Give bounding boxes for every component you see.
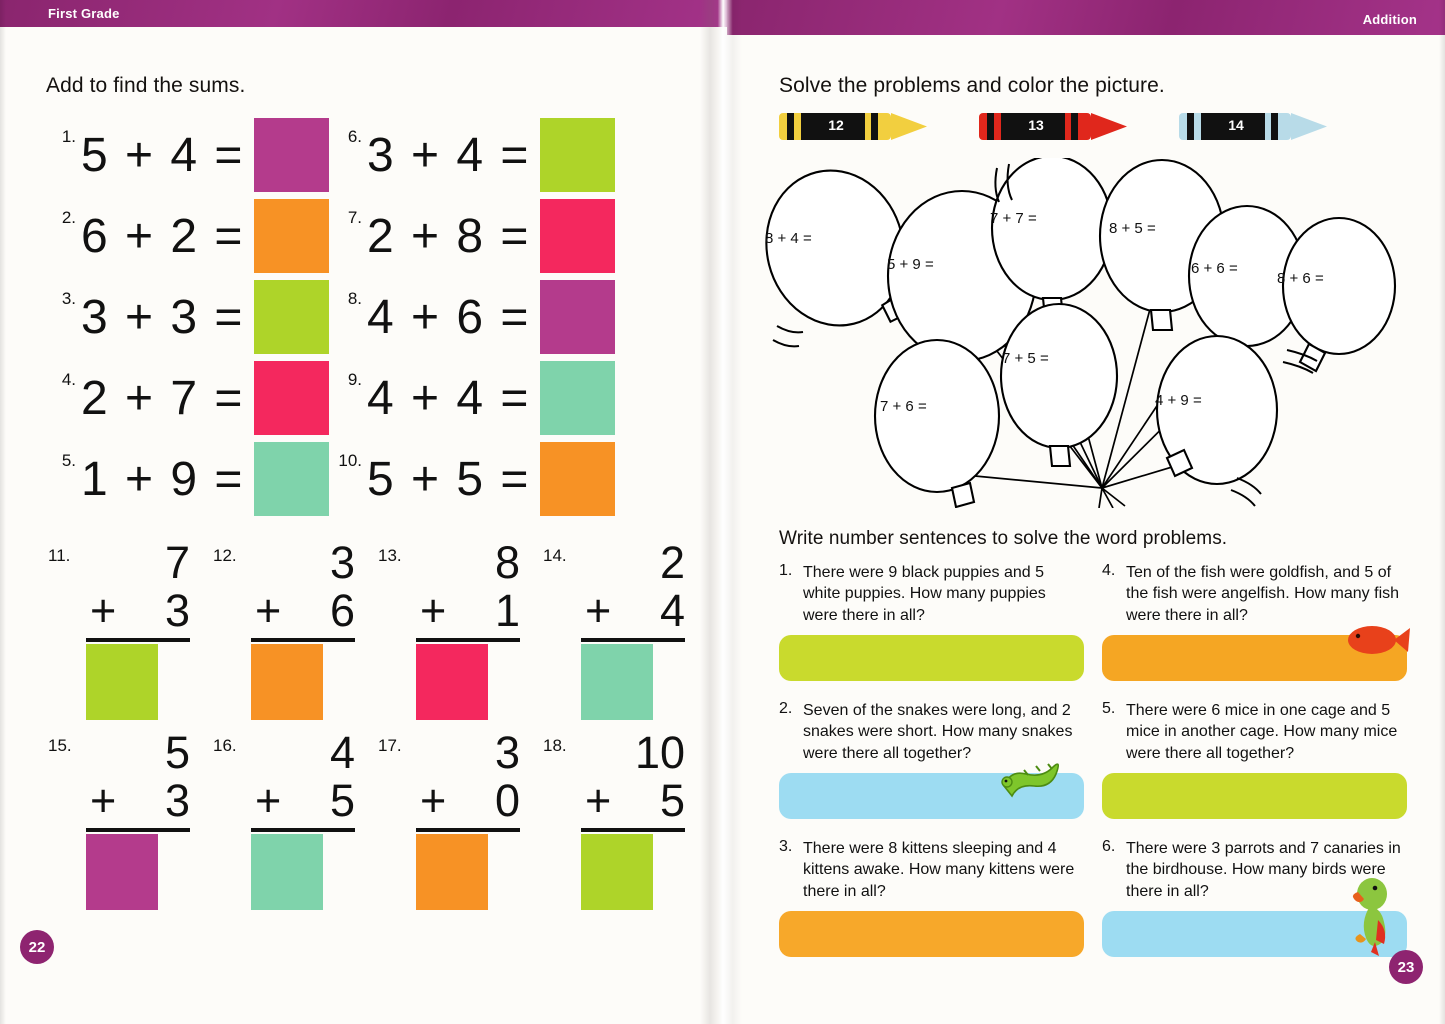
balloon-equation: 7 + 5 = [1002,350,1049,367]
left-page-number: 22 [20,930,54,964]
left-page-edge-shadow [0,0,6,1024]
header-topic-label: Addition [1362,12,1417,27]
top-addend: 7 [164,537,190,588]
word-problem-text: Seven of the snakes were long, and 2 snakes were short. How many snakes were there all together? [803,702,1073,762]
problem-number: 15. [48,736,72,755]
sum-rule-line [416,638,520,642]
problem-number: 17. [378,736,402,755]
right-page-number: 23 [1389,950,1423,984]
answer-color-swatch[interactable] [254,442,329,516]
addend-row [86,775,190,826]
word-problem-number: 3. [779,838,793,855]
answer-color-swatch[interactable] [416,644,488,720]
answer-color-swatch[interactable] [416,834,488,910]
answer-color-swatch[interactable] [540,280,615,354]
addition-stack [251,727,355,910]
word-problem-number: 6. [1102,838,1116,855]
problem-number: 2. [61,208,76,227]
answer-write-in-bar[interactable] [1102,773,1407,819]
word-problem-number: 4. [1102,562,1116,579]
addend-row [251,585,355,636]
sum-rule-line [86,638,190,642]
addend-row [251,775,355,826]
word-problem [1102,838,1407,957]
problem-number: 7. [347,208,362,227]
addition-stack [581,727,685,910]
bottom-addend: 6 [329,585,355,636]
problem-number: 5. [61,451,76,470]
problem-number: 18. [543,736,567,755]
problem-number: 9. [347,370,362,389]
top-addend: 2 [659,537,685,588]
word-problem-number: 1. [779,562,793,579]
bottom-addend: 5 [329,775,355,826]
crayon-number-label: 13 [1028,117,1044,133]
answer-color-swatch[interactable] [251,834,323,910]
balloon-equation: 5 + 9 = [887,256,934,273]
answer-color-swatch[interactable] [251,644,323,720]
balloon-equation: 7 + 7 = [990,210,1037,227]
balloon-equation: 4 + 9 = [1155,392,1202,409]
addend-row [416,775,520,826]
balloon-equation: 6 + 6 = [1191,260,1238,277]
sum-rule-line [581,638,685,642]
problem-equation: 5 + 4 = [81,128,245,182]
addition-stack [86,727,190,910]
answer-color-swatch[interactable] [581,644,653,720]
word-problem [1102,700,1407,819]
balloon-equation: 8 + 5 = [1109,220,1156,237]
horizontal-problem [46,280,329,354]
problem-equation: 4 + 4 = [367,371,531,425]
problem-equation: 4 + 6 = [367,290,531,344]
problem-number: 4. [61,370,76,389]
horizontal-problem [332,118,615,192]
balloon-equation: 7 + 6 = [880,398,927,415]
answer-color-swatch[interactable] [254,199,329,273]
bottom-addend: 0 [494,775,520,826]
sum-rule-line [86,828,190,832]
problem-number: 10. [338,451,362,470]
addend-row [86,585,190,636]
word-problem [779,562,1084,681]
word-problem-text: Ten of the fish were goldfish, and 5 of the fish were angelfish. How many fish were there in all? [1126,564,1400,624]
bottom-addend: 1 [494,585,520,636]
parrot-icon [1342,868,1400,965]
top-addend: 3 [329,537,355,588]
horizontal-problem [332,442,615,516]
answer-color-swatch[interactable] [540,199,615,273]
plus-operator: + [255,775,282,826]
word-problem-text: There were 6 mice in one cage and 5 mice in another cage. How many mice were there all together? [1126,702,1398,762]
top-addend: 8 [494,537,520,588]
left-instruction: Add to find the sums. [46,74,246,97]
problem-equation: 6 + 2 = [81,209,245,263]
problem-number: 11. [48,546,71,565]
plus-operator: + [420,775,447,826]
plus-operator: + [585,585,612,636]
red-crayon [979,110,1129,143]
word-problem-text: There were 3 parrots and 7 canaries in the birdhouse. How many birds were there in all? [1126,840,1401,900]
sum-rule-line [581,828,685,832]
answer-color-swatch[interactable] [254,280,329,354]
answer-color-swatch[interactable] [540,442,615,516]
problem-number: 16. [213,736,237,755]
addition-stack [416,727,520,910]
light-blue-crayon [1179,110,1329,143]
problem-equation: 3 + 3 = [81,290,245,344]
word-problems-instruction: Write number sentences to solve the word problems. [779,528,1228,549]
problem-equation: 3 + 4 = [367,128,531,182]
word-problem [779,700,1084,819]
bottom-addend: 5 [659,775,685,826]
word-problem [1102,562,1407,681]
problem-number: 13. [378,546,402,565]
addition-stack [86,537,190,720]
header-grade-label: First Grade [48,6,120,21]
word-problem [779,838,1084,957]
plus-operator: + [90,585,117,636]
sum-rule-line [416,828,520,832]
crayon-number-label: 12 [828,117,844,133]
sum-rule-line [251,828,355,832]
horizontal-problem [46,442,329,516]
problem-equation: 1 + 9 = [81,452,245,506]
word-problem-number: 5. [1102,700,1116,717]
addition-stack [581,537,685,720]
problem-equation: 5 + 5 = [367,452,531,506]
word-problem-text: There were 8 kittens sleeping and 4 kittens awake. How many kittens were there in all? [803,840,1075,900]
yellow-crayon [779,110,929,143]
left-page-header-bar [0,0,727,27]
answer-color-swatch[interactable] [86,834,158,910]
problem-equation: 2 + 8 = [367,209,531,263]
horizontal-problem [46,361,329,435]
plus-operator: + [90,775,117,826]
balloon-artwork [747,158,1427,508]
bottom-addend: 4 [659,585,685,636]
right-page [727,0,1445,1024]
balloon-bunch-illustration [747,158,1427,508]
balloon-equation: 8 + 4 = [765,230,812,247]
answer-write-in-bar[interactable] [779,911,1084,957]
plus-operator: + [255,585,282,636]
crayon-key [779,110,1379,150]
top-addend: 10 [634,727,685,778]
answer-color-swatch[interactable] [581,834,653,910]
addend-row [581,585,685,636]
addend-row [581,775,685,826]
answer-color-swatch[interactable] [254,118,329,192]
horizontal-problem [46,118,329,192]
addend-row [416,585,520,636]
answer-color-swatch[interactable] [86,644,158,720]
top-addend: 3 [494,727,520,778]
answer-color-swatch[interactable] [254,361,329,435]
problem-number: 8. [347,289,362,308]
answer-color-swatch[interactable] [540,118,615,192]
snake-icon [994,752,1064,805]
sum-rule-line [251,638,355,642]
problem-equation: 2 + 7 = [81,371,245,425]
answer-color-swatch[interactable] [540,361,615,435]
problem-number: 6. [347,127,362,146]
word-problem-number: 2. [779,700,793,717]
top-addend: 4 [329,727,355,778]
horizontal-problem [46,199,329,273]
color-picture-instruction: Solve the problems and color the picture. [779,74,1165,97]
bottom-addend: 3 [164,775,190,826]
horizontal-problem [332,361,615,435]
right-page-header-bar [727,0,1445,35]
word-problem-text: There were 9 black puppies and 5 white puppies. How many puppies were there in all? [803,564,1046,624]
addition-stack [251,537,355,720]
horizontal-problem [332,280,615,354]
top-addend: 5 [164,727,190,778]
problem-number: 12. [213,546,237,565]
problem-number: 1. [61,127,76,146]
problem-number: 14. [543,546,567,565]
horizontal-problem [332,199,615,273]
fish-icon [1342,618,1412,667]
crayon-number-label: 14 [1228,117,1244,133]
problem-number: 3. [61,289,76,308]
plus-operator: + [420,585,447,636]
bottom-addend: 3 [164,585,190,636]
balloon-equation: 8 + 6 = [1277,270,1324,287]
addition-stack [416,537,520,720]
right-page-edge-shadow [1439,0,1445,1024]
answer-write-in-bar[interactable] [779,635,1084,681]
plus-operator: + [585,775,612,826]
